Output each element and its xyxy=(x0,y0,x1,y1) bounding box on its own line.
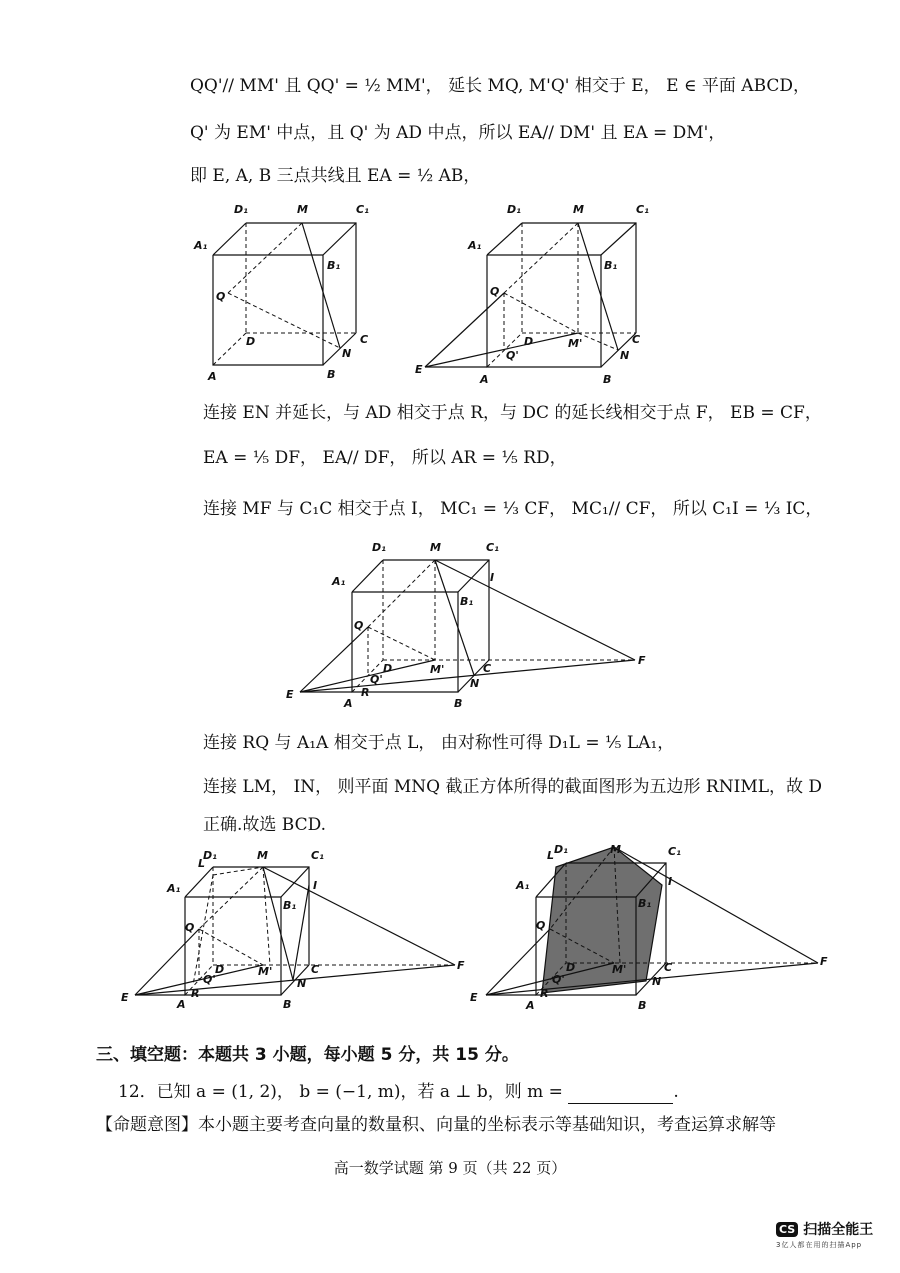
label-D: D xyxy=(566,961,576,974)
label-B: B xyxy=(454,697,463,710)
scanner-logo xyxy=(776,1219,886,1239)
label-A1: A₁ xyxy=(167,882,181,895)
text-line-9: 正确.故选 BCD. xyxy=(203,815,327,835)
label-M-prime: M' xyxy=(612,963,627,976)
label-N: N xyxy=(470,677,480,690)
label-A1: A₁ xyxy=(332,575,346,588)
label-A1: A₁ xyxy=(468,239,482,252)
question-12 xyxy=(118,1080,679,1104)
label-A: A xyxy=(526,999,535,1012)
label-F: F xyxy=(457,959,465,972)
label-B1: B₁ xyxy=(638,897,652,910)
label-A1: A₁ xyxy=(194,239,208,252)
text-line-8: 连接 LM， IN， 则平面 MNQ 截正方体所得的截面图形为五边形 RNIML，故 D xyxy=(203,777,823,797)
label-D: D xyxy=(383,662,393,675)
label-B1: B₁ xyxy=(283,899,297,912)
text-line-5: EA = ⅕ DF， EA// DF， 所以 AR = ⅕ RD， xyxy=(203,448,567,468)
label-D1: D₁ xyxy=(507,203,521,216)
label-A1: A₁ xyxy=(516,879,530,892)
figure-cube-2 xyxy=(410,195,650,390)
label-C: C xyxy=(360,333,369,346)
label-Q-prime: Q' xyxy=(506,349,519,362)
text-line-1: QQ'// MM' 且 QQ' = ½ MM'， 延长 MQ, M'Q' 相交于 E， E ∈ 平面 ABCD， xyxy=(190,76,811,96)
label-D1: D₁ xyxy=(203,849,217,862)
label-C: C xyxy=(311,963,320,976)
label-E: E xyxy=(286,688,294,701)
label-C1: C₁ xyxy=(486,541,499,554)
label-A: A xyxy=(177,998,186,1011)
label-C: C xyxy=(483,662,492,675)
label-C1: C₁ xyxy=(311,849,324,862)
label-I: I xyxy=(490,571,495,584)
page-footer: 高一数学试题 第 9 页（共 22 页） xyxy=(333,1159,567,1177)
label-N: N xyxy=(620,349,630,362)
label-N: N xyxy=(342,347,352,360)
label-F: F xyxy=(820,955,828,968)
label-M: M xyxy=(257,849,268,862)
label-D: D xyxy=(524,335,534,348)
label-L: L xyxy=(198,857,206,870)
label-M-prime: M' xyxy=(430,663,445,676)
figure-cube-5 xyxy=(466,845,846,1015)
question-12-end: . xyxy=(673,1082,679,1102)
label-C1: C₁ xyxy=(668,845,681,858)
label-E: E xyxy=(470,991,478,1004)
label-M: M xyxy=(573,203,584,216)
label-E: E xyxy=(121,991,129,1004)
label-N: N xyxy=(297,977,307,990)
label-Q: Q xyxy=(216,290,226,303)
label-M: M xyxy=(297,203,308,216)
figure-cube-3 xyxy=(280,535,660,715)
label-D: D xyxy=(246,335,256,348)
label-Q-prime: Q' xyxy=(552,973,565,986)
label-N: N xyxy=(652,975,662,988)
intent-line: 【命题意图】本小题主要考查向量的数量积、向量的坐标表示等基础知识，考查运算求解等 xyxy=(96,1115,776,1135)
answer-blank xyxy=(568,1087,673,1104)
label-B1: B₁ xyxy=(460,595,474,608)
label-A: A xyxy=(344,697,353,710)
label-D: D xyxy=(215,963,225,976)
label-I: I xyxy=(668,875,673,888)
scanner-tagline: 3亿人都在用的扫描App xyxy=(776,1241,863,1249)
label-B1: B₁ xyxy=(604,259,618,272)
label-B: B xyxy=(638,999,647,1012)
label-R: R xyxy=(191,987,200,1000)
label-M: M xyxy=(430,541,441,554)
label-Q-prime: Q' xyxy=(370,673,383,686)
label-I: I xyxy=(313,879,318,892)
figure-cube-4 xyxy=(115,845,475,1015)
label-B: B xyxy=(603,373,612,386)
label-A: A xyxy=(480,373,489,386)
label-A: A xyxy=(208,370,217,383)
cs-logo-icon: CS xyxy=(776,1222,798,1237)
label-D1: D₁ xyxy=(372,541,386,554)
label-Q: Q xyxy=(490,285,500,298)
text-line-7: 连接 RQ 与 A₁A 相交于点 L， 由对称性可得 D₁L = ⅕ LA₁， xyxy=(203,733,675,753)
label-C1: C₁ xyxy=(356,203,369,216)
label-R: R xyxy=(361,686,370,699)
figure-cube-1 xyxy=(190,195,390,390)
scanner-watermark xyxy=(776,1219,886,1250)
text-line-4: 连接 EN 并延长，与 AD 相交于点 R，与 DC 的延长线相交于点 F， EB = CF， xyxy=(203,403,822,423)
label-Q: Q xyxy=(354,619,364,632)
label-R: R xyxy=(540,987,549,1000)
label-C: C xyxy=(632,333,641,346)
label-L: L xyxy=(547,849,555,862)
question-12-text: 12．已知 a = (1, 2)， b = (−1, m)，若 a ⊥ b，则 m = xyxy=(118,1082,563,1102)
label-Q: Q xyxy=(536,919,546,932)
label-B1: B₁ xyxy=(327,259,341,272)
label-Q-prime: Q' xyxy=(203,973,216,986)
label-Q: Q xyxy=(185,921,195,934)
label-M: M xyxy=(610,843,621,856)
label-M-prime: M' xyxy=(258,965,273,978)
label-E: E xyxy=(415,363,423,376)
label-D1: D₁ xyxy=(234,203,248,216)
scanner-name: 扫描全能王 xyxy=(803,1222,874,1238)
label-B: B xyxy=(327,368,336,381)
label-F: F xyxy=(638,654,646,667)
label-C: C xyxy=(664,961,673,974)
label-B: B xyxy=(283,998,292,1011)
text-line-6: 连接 MF 与 C₁C 相交于点 I， MC₁ = ⅓ CF， MC₁// CF， 所以 C₁I = ⅓ IC， xyxy=(203,499,823,519)
text-line-2: Q' 为 EM' 中点，且 Q' 为 AD 中点，所以 EA// DM' 且 EA = DM'， xyxy=(190,123,726,143)
text-line-3: 即 E, A, B 三点共线且 EA = ½ AB， xyxy=(190,166,481,186)
label-M-prime: M' xyxy=(568,337,583,350)
label-D1: D₁ xyxy=(554,843,568,856)
label-C1: C₁ xyxy=(636,203,649,216)
section-heading: 三、填空题：本题共 3 小题，每小题 5 分，共 15 分。 xyxy=(96,1045,519,1065)
